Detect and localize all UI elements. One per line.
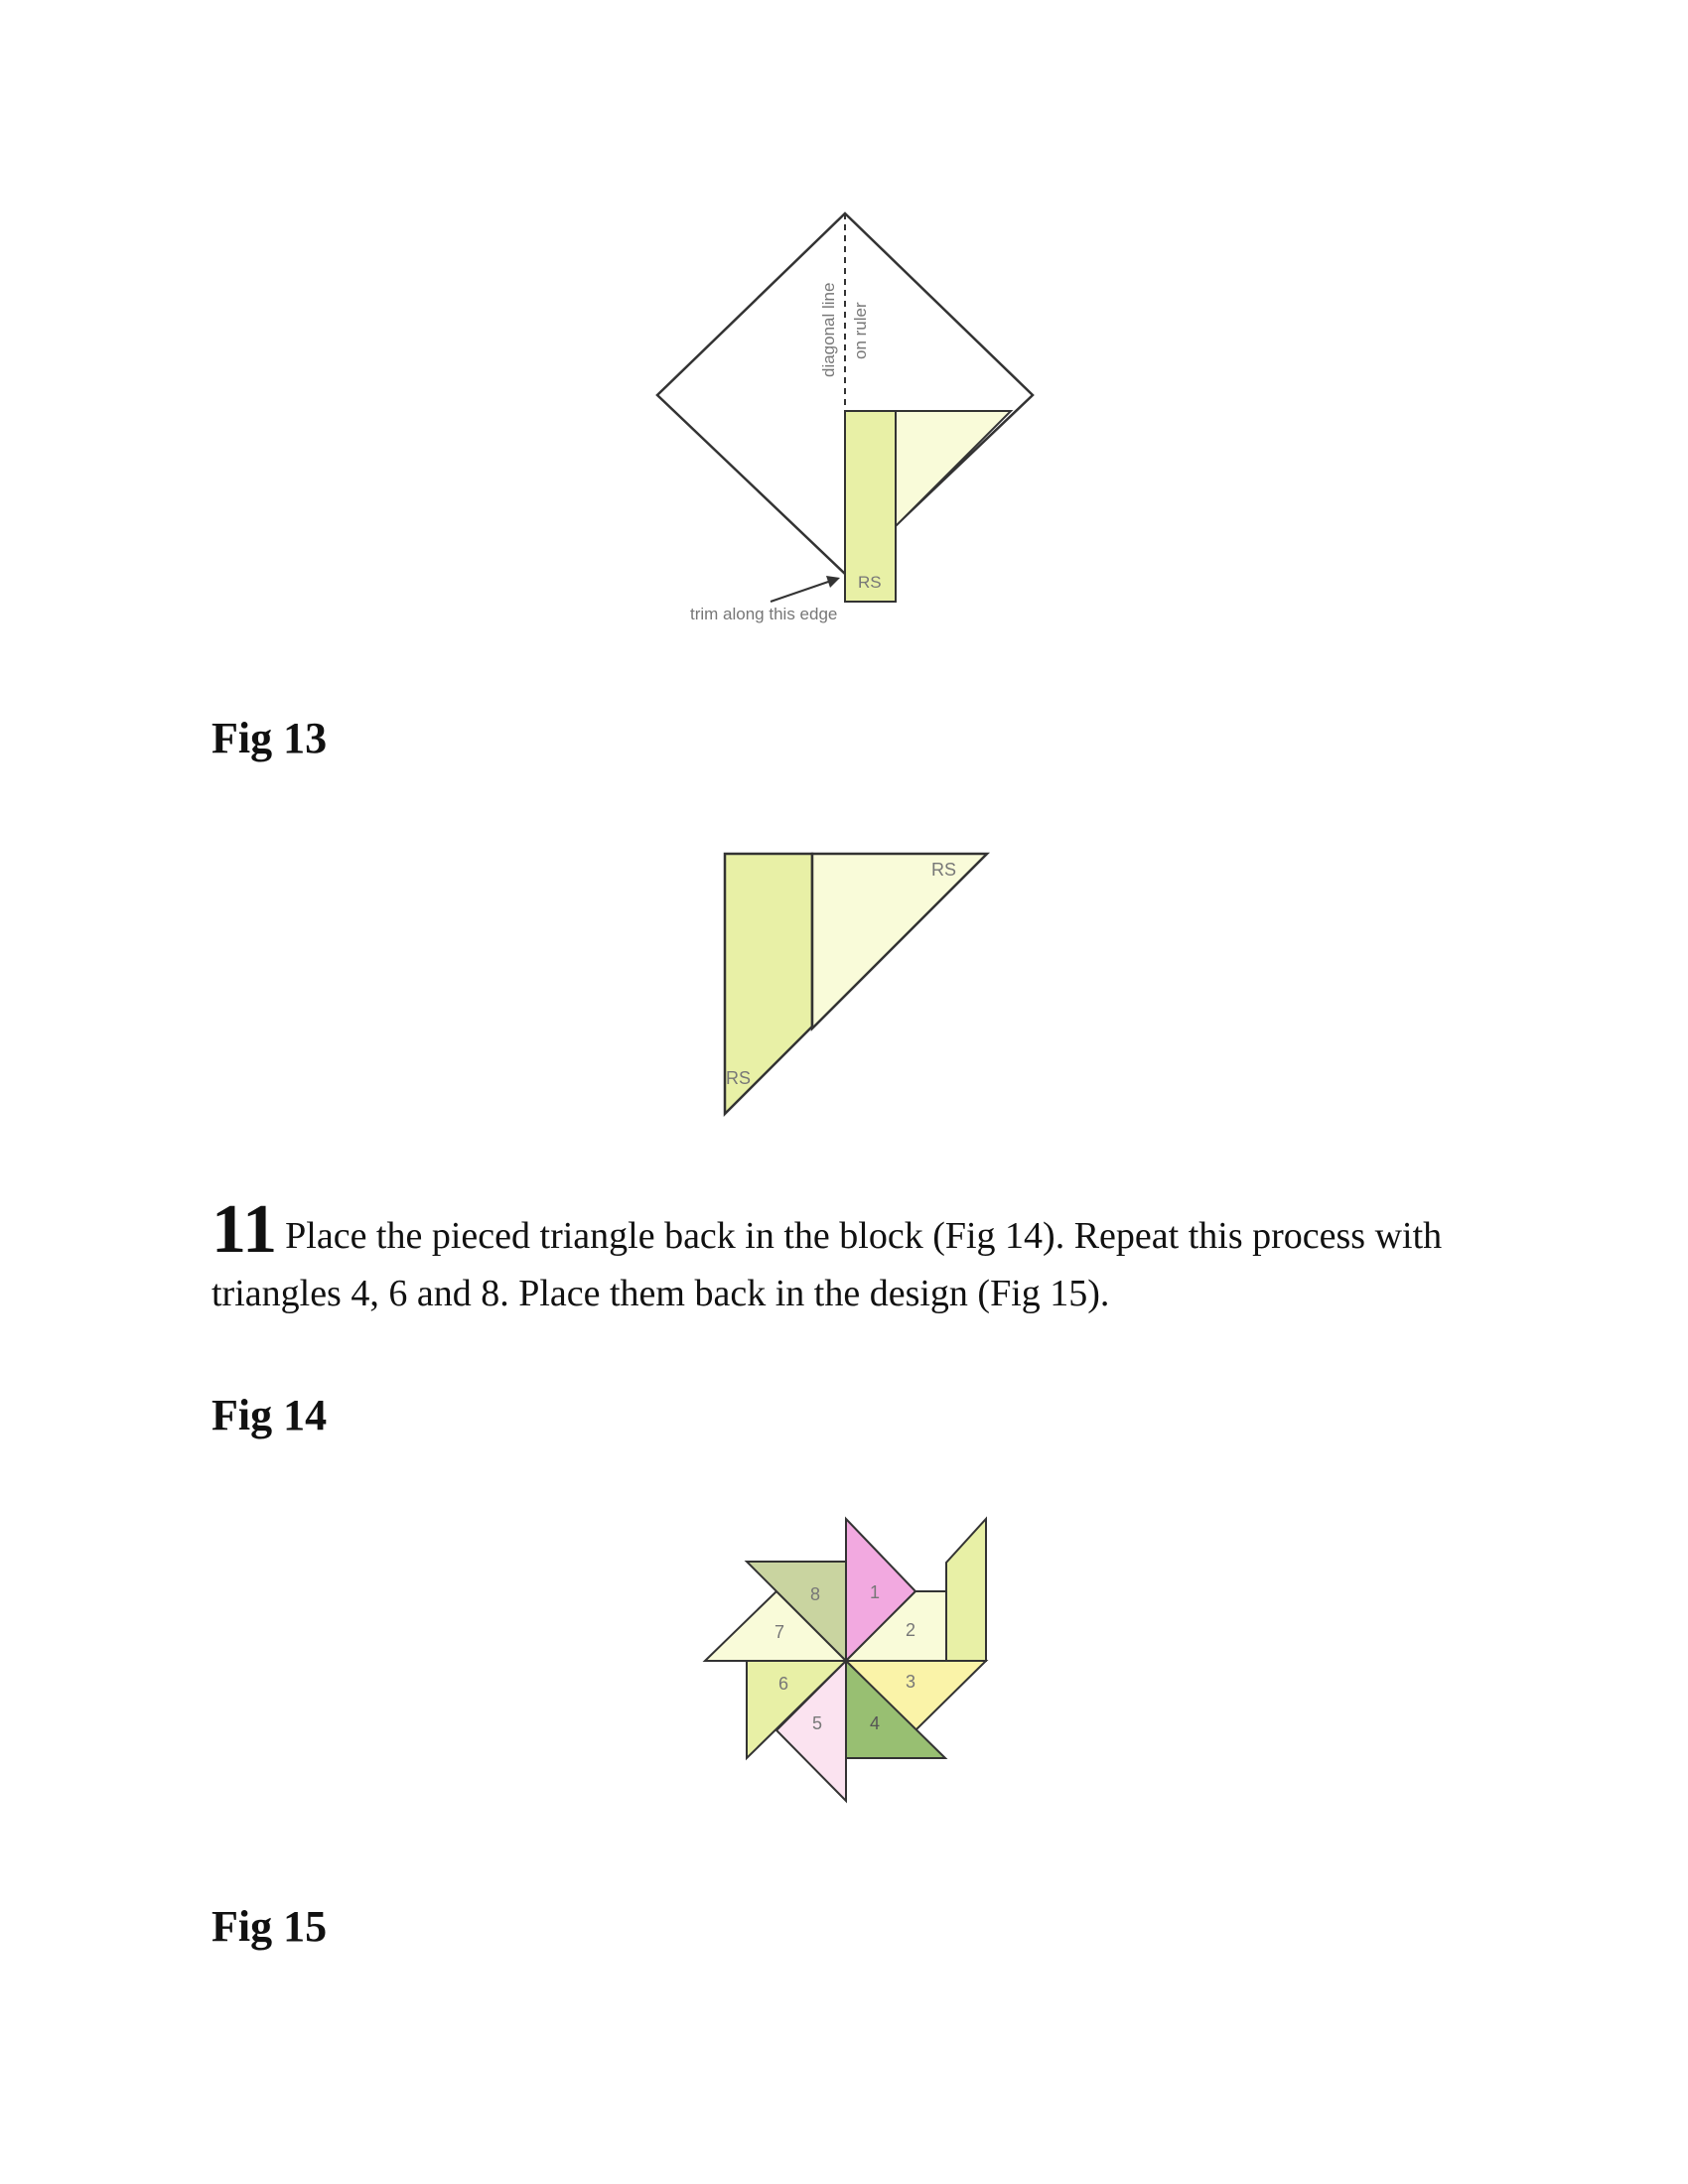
number-6: 6	[778, 1674, 789, 1694]
fig15-caption: Fig 15	[211, 1902, 328, 1951]
label-on-ruler: on ruler	[851, 302, 870, 359]
step-11-paragraph	[211, 1191, 1502, 1322]
number-2: 2	[906, 1620, 916, 1640]
figure-diamond-trim	[0, 0, 1688, 695]
label-diagonal-line: diagonal line	[819, 282, 838, 377]
figure-pieced-triangle	[0, 794, 1688, 1132]
label-rs-bottom: RS	[726, 1068, 752, 1088]
triangle-piece	[896, 411, 1011, 526]
step-number: 11	[211, 1191, 278, 1268]
number-7: 7	[774, 1622, 785, 1642]
number-1: 1	[870, 1582, 881, 1602]
step-text: Place the pieced triangle back in the block (Fig 14). Repeat this process with triangles 4, 6 and 8. Place them back in the design (Fig 15).	[211, 1215, 1443, 1314]
number-8: 8	[810, 1584, 821, 1604]
number-5: 5	[812, 1713, 823, 1733]
triangle-2-strip	[946, 1519, 986, 1661]
triangle-piece	[812, 854, 987, 1028]
trim-arrow-head	[826, 576, 840, 588]
fig13-caption: Fig 13	[211, 714, 328, 762]
figure-pinwheel	[0, 1489, 1688, 1827]
fig14-caption: Fig 14	[211, 1391, 328, 1439]
number-4: 4	[870, 1713, 881, 1733]
number-3: 3	[906, 1672, 916, 1692]
trim-arrow-line	[771, 580, 834, 602]
label-rs: RS	[858, 573, 882, 592]
label-trim: trim along this edge	[690, 605, 838, 623]
label-rs-top: RS	[931, 860, 957, 880]
